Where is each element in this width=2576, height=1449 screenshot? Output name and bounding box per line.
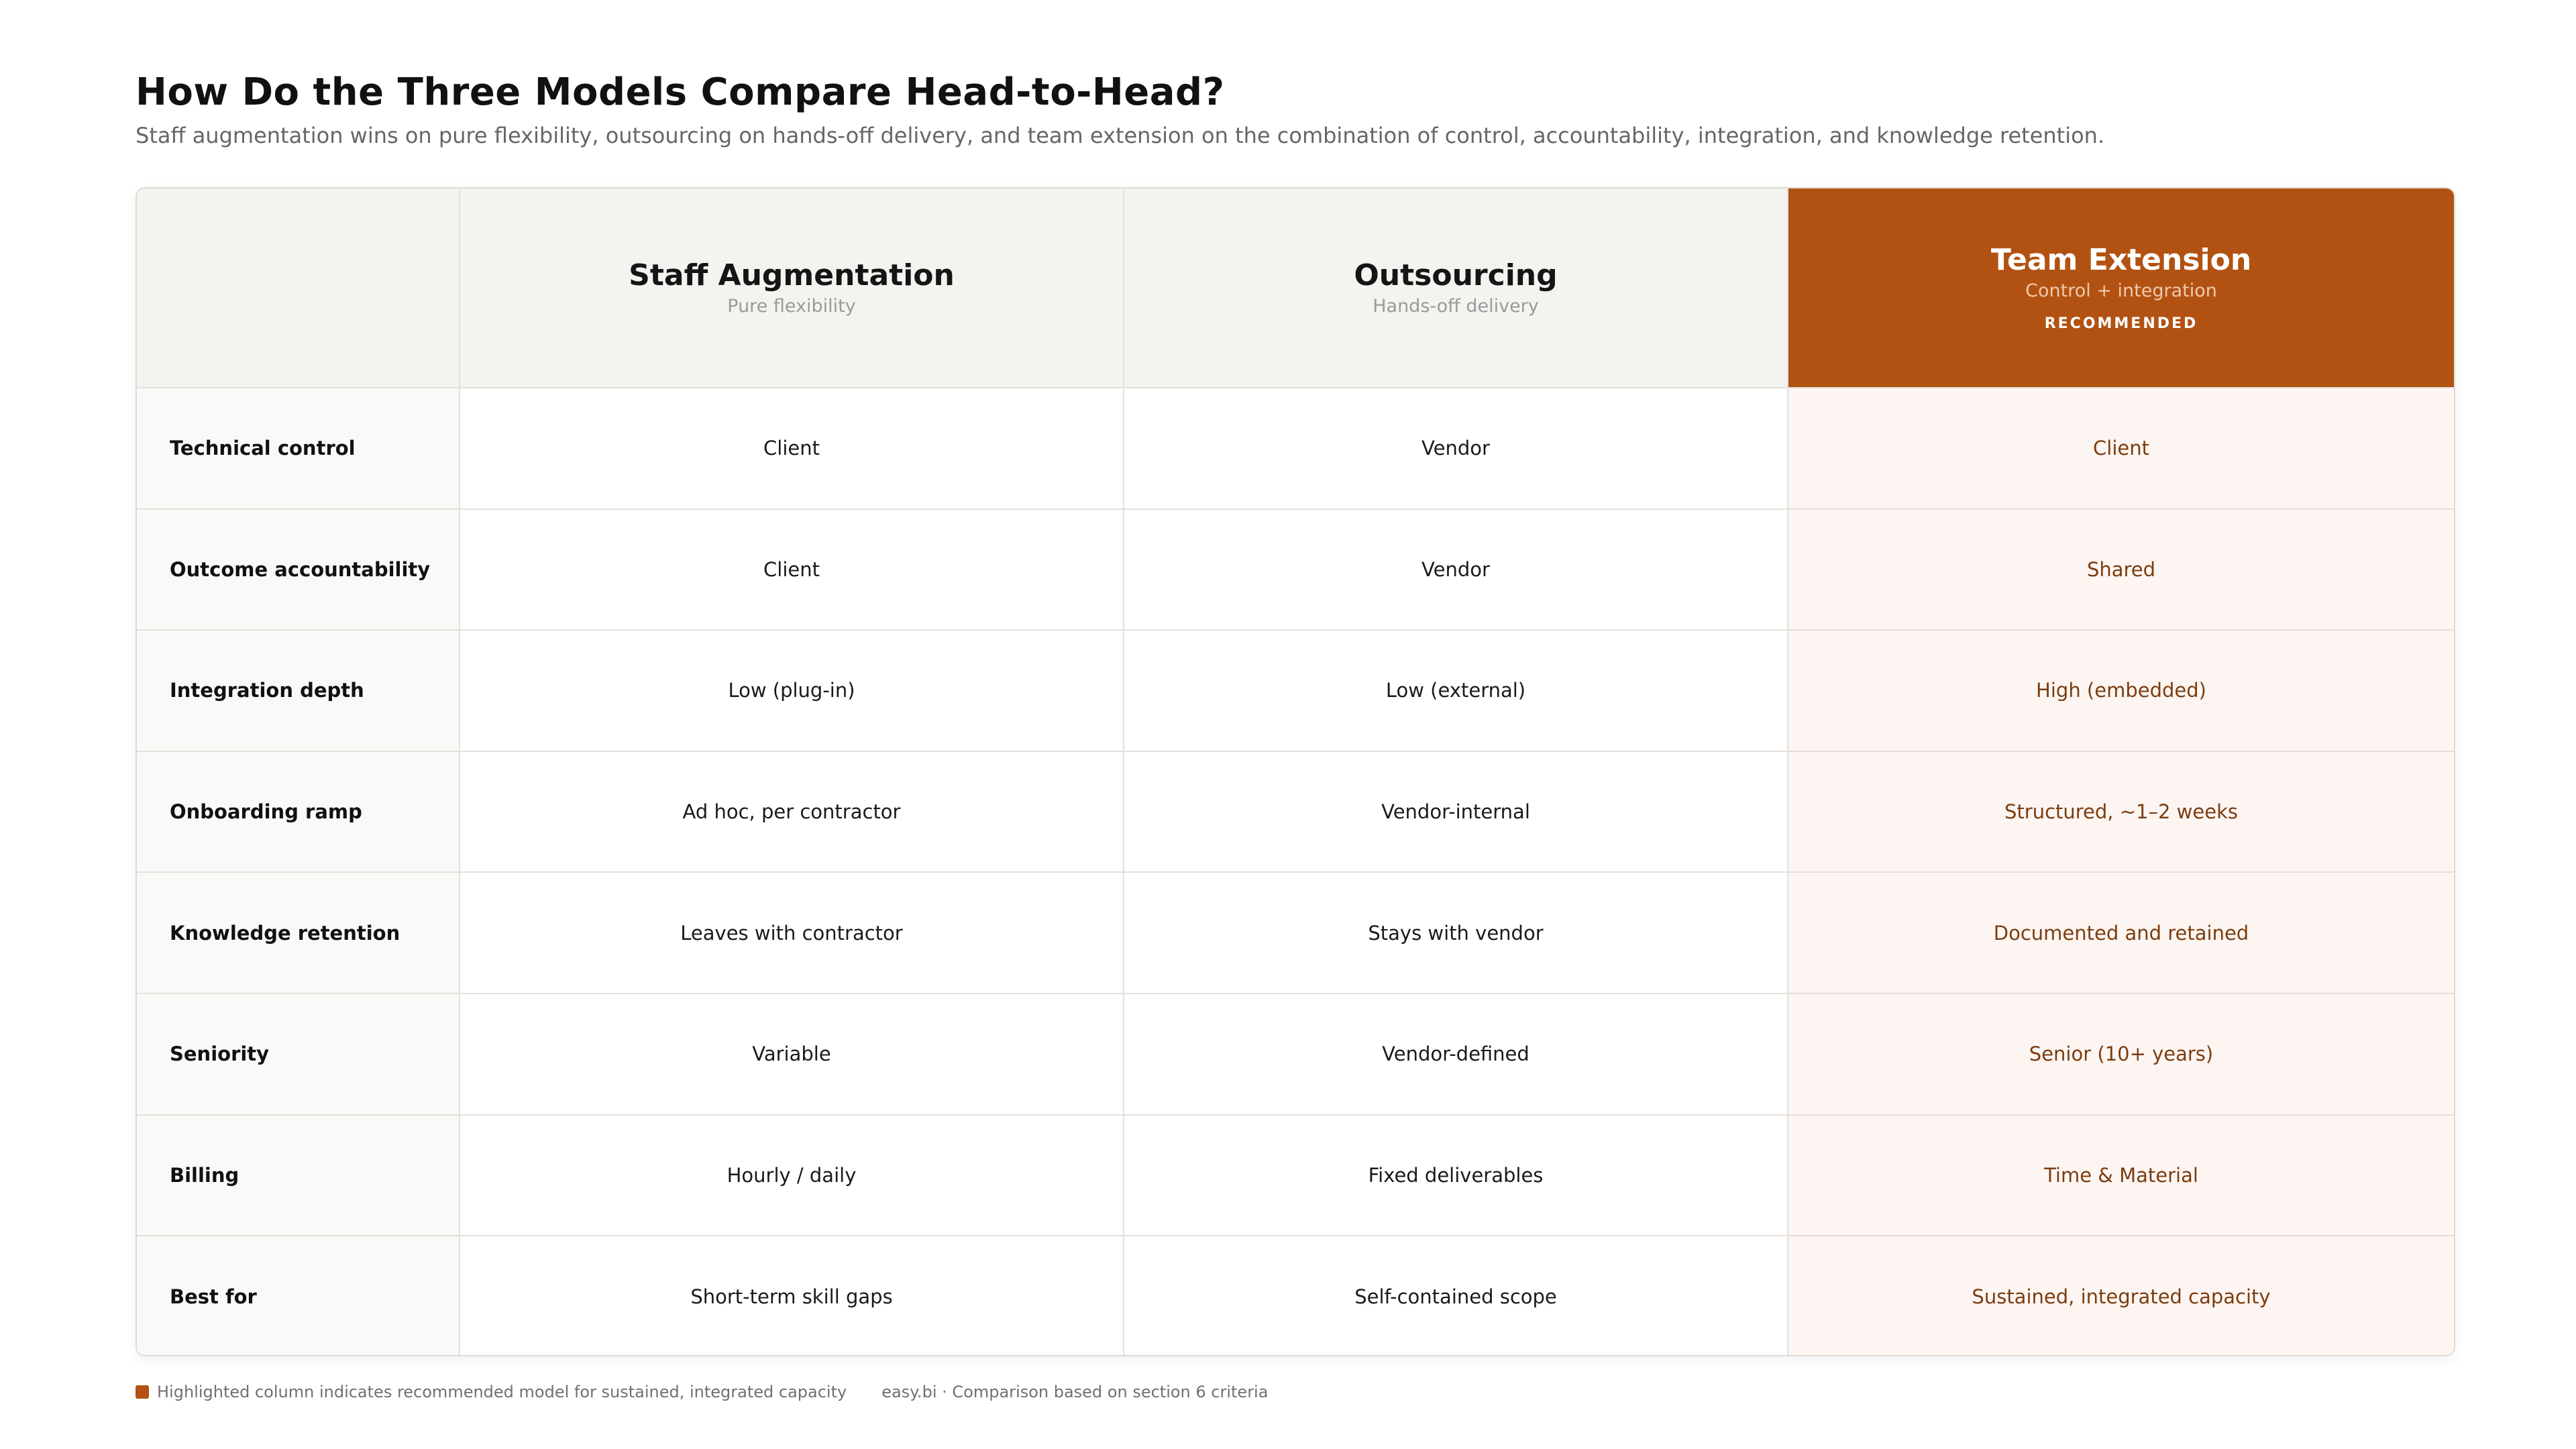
column-title: Team Extension bbox=[1990, 243, 2252, 277]
column-title: Outsourcing bbox=[1354, 258, 1558, 292]
table-cell-recommended: Shared bbox=[1788, 510, 2454, 631]
table-cell: Low (external) bbox=[1124, 631, 1788, 752]
table-cell-recommended: Time & Material bbox=[1788, 1116, 2454, 1237]
recommended-badge: RECOMMENDED bbox=[2044, 315, 2198, 332]
table-cell: Low (plug-in) bbox=[460, 631, 1124, 752]
row-label-best-for: Best for bbox=[137, 1236, 460, 1356]
table-cell: Ad hoc, per contractor bbox=[460, 752, 1124, 873]
table-cell: Leaves with contractor bbox=[460, 873, 1124, 994]
table-cell-recommended: High (embedded) bbox=[1788, 631, 2454, 752]
page-title: How Do the Three Models Compare Head-to-Head? bbox=[136, 70, 1225, 114]
column-title: Staff Augmentation bbox=[629, 258, 955, 292]
table-corner-header bbox=[137, 189, 460, 388]
table-cell: Vendor-defined bbox=[1124, 994, 1788, 1116]
table-cell: Fixed deliverables bbox=[1124, 1116, 1788, 1237]
column-header-outsourcing bbox=[1124, 189, 1788, 388]
comparison-table bbox=[136, 187, 2455, 1356]
page-subtitle: Staff augmentation wins on pure flexibility, outsourcing on hands-off delivery, and team extension on the combination of control, accountability, integration, and knowledge retention. bbox=[136, 123, 2105, 148]
table-cell-recommended: Documented and retained bbox=[1788, 873, 2454, 994]
table-cell: Self-contained scope bbox=[1124, 1236, 1788, 1356]
row-label-seniority: Seniority bbox=[137, 994, 460, 1116]
column-header-staff-augmentation bbox=[460, 189, 1124, 388]
table-cell: Client bbox=[460, 510, 1124, 631]
table-cell: Variable bbox=[460, 994, 1124, 1116]
column-header-team-extension bbox=[1788, 189, 2454, 388]
row-label-integration-depth: Integration depth bbox=[137, 631, 460, 752]
source-note: easy.bi · Comparison based on section 6 criteria bbox=[881, 1383, 1269, 1401]
table-cell-recommended: Client bbox=[1788, 388, 2454, 510]
footer bbox=[136, 1379, 1268, 1405]
legend-swatch-icon bbox=[136, 1385, 149, 1399]
column-subtitle: Control + integration bbox=[2025, 280, 2217, 301]
table-cell: Short-term skill gaps bbox=[460, 1236, 1124, 1356]
table-cell: Hourly / daily bbox=[460, 1116, 1124, 1237]
table-cell: Vendor bbox=[1124, 388, 1788, 510]
row-label-billing: Billing bbox=[137, 1116, 460, 1237]
table-cell-recommended: Senior (10+ years) bbox=[1788, 994, 2454, 1116]
row-label-knowledge-retention: Knowledge retention bbox=[137, 873, 460, 994]
table-cell-recommended: Structured, ~1–2 weeks bbox=[1788, 752, 2454, 873]
table-cell: Client bbox=[460, 388, 1124, 510]
column-subtitle: Hands-off delivery bbox=[1373, 296, 1539, 317]
row-label-onboarding-ramp: Onboarding ramp bbox=[137, 752, 460, 873]
table-cell: Stays with vendor bbox=[1124, 873, 1788, 994]
table-cell: Vendor-internal bbox=[1124, 752, 1788, 873]
table-cell: Vendor bbox=[1124, 510, 1788, 631]
table-cell-recommended: Sustained, integrated capacity bbox=[1788, 1236, 2454, 1356]
row-label-technical-control: Technical control bbox=[137, 388, 460, 510]
legend-text: Highlighted column indicates recommended model for sustained, integrated capacity bbox=[157, 1383, 847, 1401]
column-subtitle: Pure flexibility bbox=[727, 296, 856, 317]
row-label-outcome-accountability: Outcome accountability bbox=[137, 510, 460, 631]
